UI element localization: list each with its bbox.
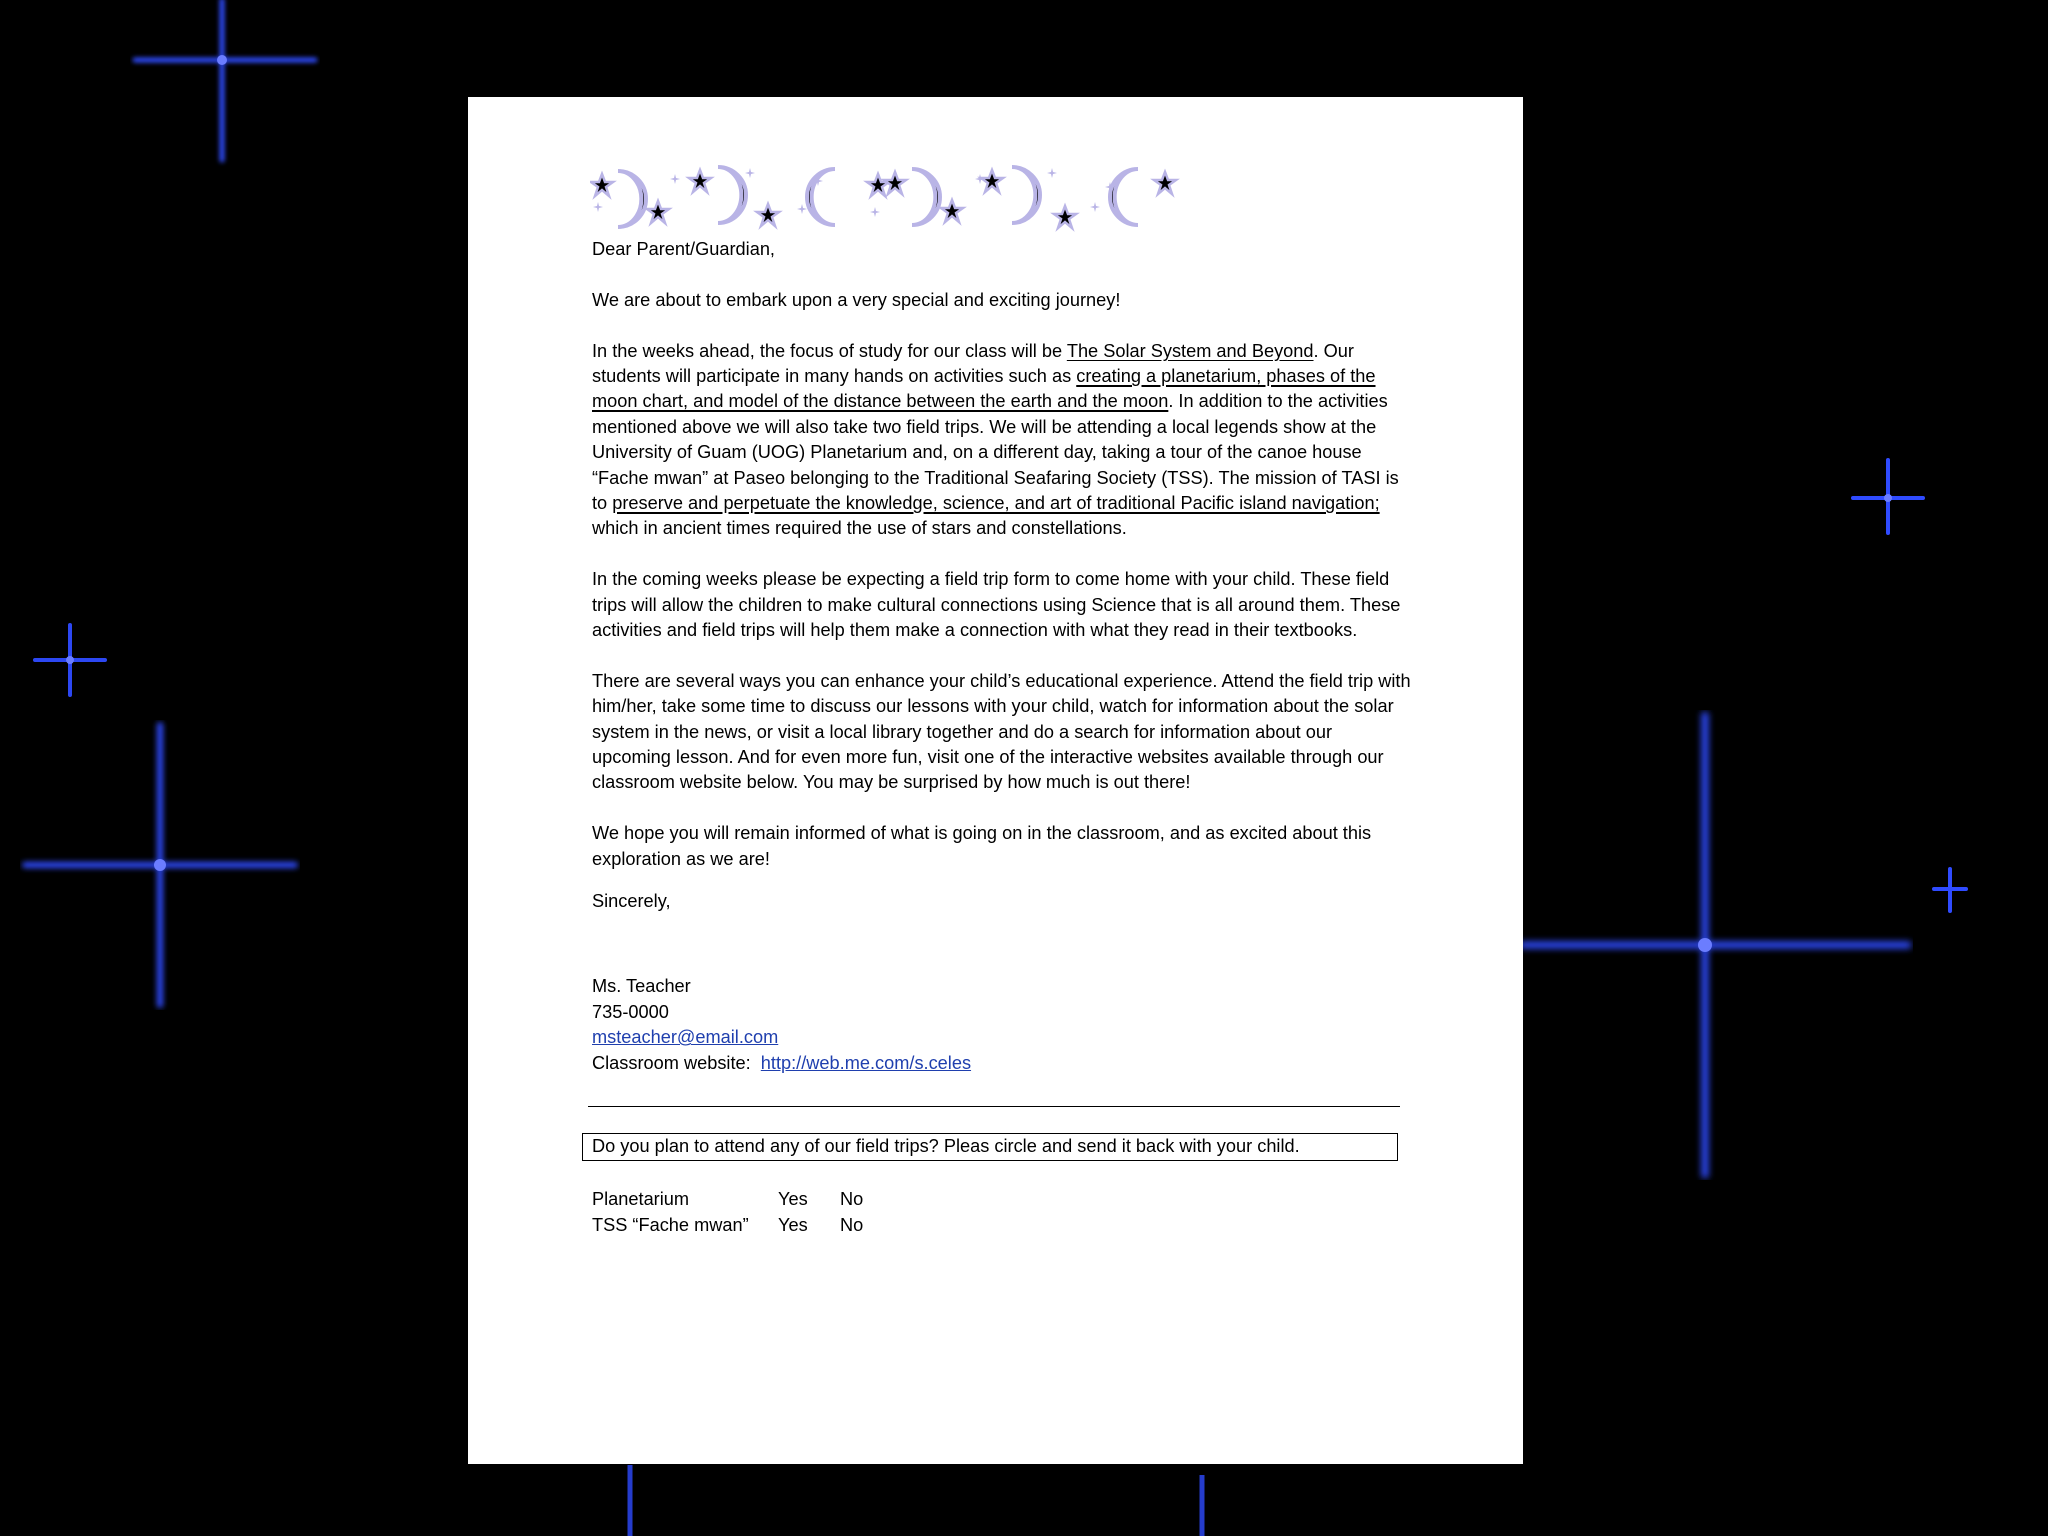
topic-title: The Solar System and Beyond bbox=[1066, 340, 1314, 361]
no-option: No bbox=[840, 1189, 864, 1210]
trip-name: TSS “Fache mwan” bbox=[592, 1214, 749, 1235]
moon-icon bbox=[618, 171, 646, 227]
yes-option: Yes bbox=[778, 1214, 808, 1235]
yes-option: Yes bbox=[778, 1189, 808, 1210]
intro-paragraph: We are about to embark upon a very special and exciting journey! bbox=[592, 289, 1121, 310]
focus-text-b: . Our students will participate in many hands on activities such as bbox=[592, 340, 1354, 386]
star-icon bbox=[647, 201, 669, 223]
sparkle-icon bbox=[1192, 1475, 1212, 1536]
moon-icon bbox=[1012, 167, 1040, 223]
sparkle-icon bbox=[1848, 455, 1928, 535]
field-trip-question-box bbox=[582, 1133, 1398, 1161]
star-icon bbox=[1154, 172, 1176, 194]
star-icon bbox=[757, 204, 779, 226]
salutation: Dear Parent/Guardian, bbox=[592, 239, 775, 259]
star-icon bbox=[591, 174, 613, 196]
field-trip-paragraph: In the coming weeks please be expecting a field trip form to come home with your child. These field trips will allow the children to make cultural connections using Science that is all around them. These activities and field trips will help them make a connection with what they read in their textbooks. bbox=[592, 569, 1401, 641]
star-icon bbox=[867, 174, 889, 196]
closing: Sincerely, bbox=[592, 891, 671, 912]
moon-star-border bbox=[590, 157, 1370, 237]
sparkle-icon bbox=[1930, 865, 1970, 915]
closing-paragraph: We hope you will remain informed of what is going on in the classroom, and as excited about this exploration as we are! bbox=[592, 823, 1372, 869]
field-trip-question: Do you plan to attend any of our field trips? Pleas circle and send it back with your child. bbox=[592, 1136, 1300, 1157]
teacher-email-link[interactable]: msteacher@email.com bbox=[592, 1027, 779, 1048]
classroom-website-link[interactable]: http://web.me.com/s.celes bbox=[760, 1052, 972, 1073]
moon-icon bbox=[1110, 169, 1138, 225]
website-label: Classroom website: bbox=[592, 1052, 761, 1073]
letter-body bbox=[592, 157, 1412, 1238]
no-option: No bbox=[840, 1214, 864, 1235]
sparkle-icon bbox=[620, 1465, 640, 1536]
focus-paragraph bbox=[592, 339, 1412, 542]
moon-icon bbox=[718, 167, 746, 223]
divider-line bbox=[588, 1106, 1400, 1107]
classroom-website-line bbox=[592, 1051, 1412, 1076]
sparkle-icon bbox=[1523, 710, 1913, 1180]
field-trip-answers bbox=[592, 1187, 1412, 1238]
moon-icon bbox=[807, 169, 835, 225]
star-icon bbox=[884, 172, 906, 194]
sparkle-icon bbox=[130, 0, 320, 170]
sparkle-icon bbox=[20, 720, 300, 1010]
sparkle-icon bbox=[30, 620, 110, 700]
star-icon bbox=[1054, 206, 1076, 228]
teacher-phone: 735-0000 bbox=[592, 1001, 669, 1022]
focus-text-c: . In addition to the activities mentioned above we will also take two field trips. We will be attending a local legends show at the University of Guam (UOG) Planetarium and, on a different day, taking a tour of the canoe house “Fache mwan” at Paseo belonging to the Traditional Seafaring Society (TSS). The mission of TASI is to bbox=[592, 391, 1399, 514]
letter-page bbox=[468, 97, 1523, 1464]
teacher-name: Ms. Teacher bbox=[592, 976, 691, 997]
mission-statement: preserve and perpetuate the knowledge, science, and art of traditional Pacific island navigation; bbox=[612, 493, 1380, 514]
star-icon bbox=[689, 170, 711, 192]
focus-text-d: which in ancient times required the use of stars and constellations. bbox=[592, 518, 1127, 539]
trip-name: Planetarium bbox=[592, 1189, 690, 1210]
enhance-paragraph: There are several ways you can enhance your child’s educational experience. Attend the field trip with him/her, take some time to discuss our lessons with your child, watch for information about the solar system in the news, or visit a local library together and do a search for information about our upcoming lesson. And for even more fun, visit one of the interactive websites available through our classroom website below. You may be surprised by how much is out there! bbox=[592, 670, 1411, 793]
activities-list: creating a planetarium, phases of the moon chart, and model of the distance between the earth and the moon bbox=[592, 366, 1376, 412]
focus-text-a: In the weeks ahead, the focus of study for our class will be bbox=[592, 340, 1067, 361]
moon-icon bbox=[912, 169, 940, 225]
star-icon bbox=[981, 170, 1003, 192]
star-icon bbox=[941, 200, 963, 222]
